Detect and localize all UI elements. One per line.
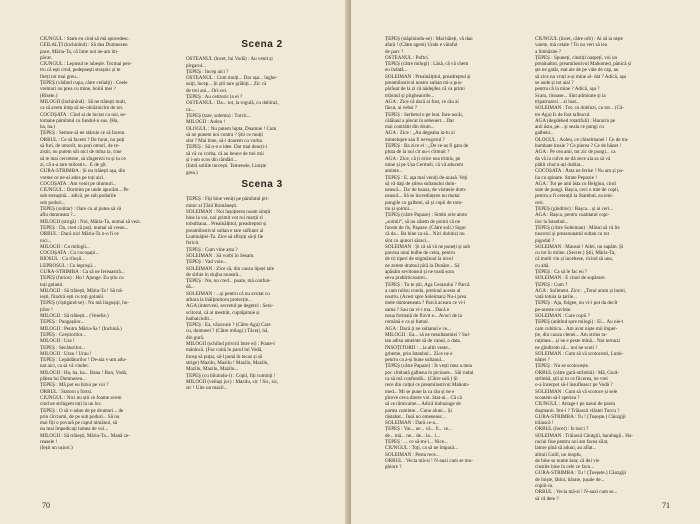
right-column-2 (535, 36, 687, 502)
text-line: strîmbă, știi și tu ce fiicerea, ne vrei (535, 376, 608, 383)
text-line: sute de pungi. Bașca, ceci o mie de copii, (535, 187, 620, 194)
text-line: SOLEIMAN : Preaînălțitul, preadreptul și (385, 73, 471, 80)
text-line: OSTEANUL : Poftci. (385, 54, 430, 61)
text-line: MILOGII (veilași joc) : Mazilu, sic ! Sic, sic, (186, 378, 279, 385)
text-line: MILOGII : Ha, ha, ha... Bana ! Bun, Vodă, (40, 369, 128, 376)
text-line: SOLEIMAN : Zice că, din cauza lipsei tale (186, 265, 274, 272)
text-line: facem de rîs, Papaze. (Cătrе soli.) Sigur (385, 224, 467, 231)
text-line: ȚEPEȘ (către Soleiman) : Mâsui să vă lie (535, 224, 620, 231)
text-line: a cam tulisu condu, pretinul acesta al (385, 287, 461, 294)
text-line: med... Mi se pune la ca rău și ne e (385, 388, 455, 395)
text-line: mitor al Țării Românești. (186, 202, 238, 209)
text-line: anii ăsta, pe... și seala ce pungi cu (535, 124, 604, 131)
text-line: ca să avem timp să ne-obrăznicim de tot. (40, 105, 124, 112)
text-line: ORBUL : Vecia mă-si ! N-auzi cum se... (535, 489, 618, 496)
text-line: ruțimea... și ne e peste mînă... Noi ternuzi (535, 338, 621, 345)
text-line: pe-aceste cuvinte. (535, 306, 572, 313)
scene-3-heading: Scena 3 (241, 178, 283, 190)
text-line: ȚEPEȘ (solitar) : Oare cu ai putea să vă (40, 206, 122, 213)
text-line: partea cuminte... Cuno aluni... Și (385, 407, 453, 414)
scene-3-text (186, 196, 338, 391)
text-line: ȚEPEȘ : Cerșitorilor... (40, 331, 86, 338)
text-line: SOLEIMAN : Dară ce-a... (385, 420, 439, 427)
text-line: și i-am scos din răndări... (186, 157, 238, 164)
text-line: nească... Da' de baaza, de vistierie dom- (385, 187, 467, 194)
text-line: sub streașină... adică, pe sub podurile (40, 193, 116, 200)
text-line: părăsat de la zi că nădejdea că va primi (385, 86, 465, 93)
text-line: trăiască ! (535, 420, 554, 427)
scene-2-text (186, 56, 338, 176)
text-line: MILOGII : Aoleu ! (186, 119, 226, 126)
text-line: dă... (186, 284, 195, 291)
text-line: ÎNSOȚITORII : ...la altii veste... (385, 344, 452, 351)
text-line: că da... Ba bine ca să... Nici dobinzi nu (385, 231, 465, 238)
text-line: ȚEPEȘ : Pungașilor... (40, 319, 85, 326)
text-line: aflu dumneata ?... (40, 212, 77, 219)
text-line: ȚEPEȘ (cîștigând-se) : Nu mă lingușiți, ho- (40, 300, 129, 307)
text-line: ște ne gatăt, stat aie de pe vale de cap, au (535, 67, 619, 74)
text-line: tan adisu ameinte să de vanul, o data. (385, 338, 461, 345)
text-line: scoatem să-l speriea ? (535, 394, 580, 401)
text-line: (Ieșit un ușiori.) (40, 445, 73, 452)
text-line: pentru că la mine ? Adică, așa ? (535, 86, 600, 93)
text-line: AGA : Soliment. Zice : „Totul arum și bumi, (535, 287, 627, 294)
text-line: să furi, de omorît, nu poți omorî, de re- (40, 143, 120, 150)
text-line: nostru. (Acest spre Soleiman) Nu-i prea (385, 294, 467, 301)
text-line: MILOGII (schiînd privirii între ei) : Poate-l (186, 341, 275, 348)
text-line: ȚEPEȘ : Cum vine asta ? (186, 246, 238, 253)
text-line: SOLEIMAN : Trăiască Căutgiii, harabagii.. Ha- (535, 432, 633, 439)
text-line: MILOGII (închinînd) : Să ne trăiești mult, (40, 98, 127, 105)
page-number-right: 71 (662, 501, 670, 510)
text-line: alituii Guill, un inoplu, (535, 451, 582, 458)
text-line: să vă cu vorba, că au beuce de trei mii (186, 150, 264, 157)
left-column-2 (186, 36, 338, 391)
text-line: mănîncă. (Fac cuită în parul lui Vodă, (186, 347, 263, 354)
text-line: Mazilu, Mazilu, Mazilu... (186, 366, 239, 373)
text-line: bine la voi, noi primit vot roi marții ri (186, 215, 263, 222)
text-line: MILOGII : Cu milogii... (40, 243, 90, 250)
text-line: SOLEIMAN : Cum să vă scotoce și sele (535, 388, 618, 395)
text-line: SOLEIMAN : Cum să vă scotocesti, Lumi- (535, 350, 624, 357)
text-line: iești, fiindcă ești cu toți golanii. (40, 294, 105, 301)
text-line: AGA : Zice : „Au degeaba ia-tu zi (385, 130, 455, 137)
text-line: ȚEPEȘ : Ea, văzuvaie ? (Către Aga) Care (186, 322, 271, 329)
text-line: COCOȘATA : Cînd ai de lucrat cu noi, se- (40, 111, 127, 118)
text-line: cind ne strîngem toți la un loc. (40, 401, 103, 408)
text-line: a limbăzite ? (535, 48, 562, 55)
text-line: AGA (degdehed rotatifuli) : Haracin pe (535, 117, 616, 124)
text-line: ȚEPEȘ (tare, solemn) : Turcii... (186, 112, 251, 119)
text-line: SOLEIMAN : Pesta rece... (385, 451, 440, 458)
text-line: tru că ești crud, pedepsești strașnic și te (40, 67, 121, 74)
text-line: prin cîrciumi, de pe sub poduri... Să nu (40, 413, 120, 420)
text-line: MILOGII : Ea... să ne nesultanmiei ? Sul- (385, 331, 471, 338)
text-line: „soimii”, să nu zăiem de poimi că ne (385, 218, 460, 225)
text-line: haihaiciulit... (186, 315, 213, 322)
text-line: păcat. (40, 54, 53, 61)
text-line: (Rîsete.) (40, 92, 58, 99)
text-line: ne zerete dramul pîră la Dunăre... Să (385, 262, 460, 269)
text-line: pace, Măria-Ta, că între noi ne-am îm- (40, 48, 119, 55)
text-line: scitorul, că ai mestrăt, cuprăpimie și (186, 309, 260, 316)
text-line: ORBUL (către gură-strîmbă) : Mă, Gură- (535, 369, 620, 376)
text-line: de trei ani... Ori-cei. (186, 87, 228, 94)
text-line: zi, că a-a tare milostiv... E de gît. (40, 161, 107, 168)
text-line: Luminăției-Ta. Zice să sfîrșiți să-ți fie (186, 234, 264, 241)
text-line: sub poduri... (40, 199, 66, 206)
text-line: raciul fiue pentru noi am facea sîlat, (535, 439, 609, 445)
text-line: să vă dete ? (535, 495, 559, 502)
text-line: pungile cu galbeni, să și copii de rom- (385, 199, 463, 206)
text-line: că multi vin și inceltese, ricind să una, (535, 256, 613, 263)
text-line: pîrove ceva dintre voi. Stat-ai... Că că (385, 394, 462, 401)
text-line: mintelupre sau fi nevegorul ? (385, 136, 445, 143)
text-line: COCOȘATA : Cu cocoșații... (40, 250, 100, 257)
text-line: bumbate irusie ? Ce pierea ? Ce de bănet ! (535, 143, 622, 150)
text-line: ȚEPEȘ : Să n-o e idee. Dar mai deacți-i (186, 144, 268, 151)
text-line: preamilostivul nostru sultan mi-a pus- (385, 80, 463, 87)
text-line: preaînaltul, preamilostivul Mahomed, pănică și (535, 61, 632, 68)
text-line: făcut, ai vebst ? (385, 105, 417, 112)
text-line: SOLEIMAN : Și că să vă ne puneți și sub (385, 243, 471, 250)
text-line: tre Aga) Îs de fost talbucul. (535, 111, 591, 118)
text-line: plătit cînd n-ați dublat... (535, 161, 584, 168)
text-line: ȚEPEȘ (stăpînindu-se) : Mai băieți, vă dau (385, 36, 473, 42)
text-line: GURA-STRIMBA : Și nu trăiești așa, din (40, 168, 126, 175)
text-line: afară ! (Către agem) Unde e vătaful (385, 42, 458, 49)
text-line: pentru a fi cereuții la Stambul, ea ieni- (535, 193, 614, 200)
text-line: ȚEPEȘ : Ba zice el : „De ce-as fi gata de (385, 143, 469, 150)
text-line: ne gîndirom că... noi ne scoti ! (535, 344, 598, 351)
text-line: ȚEPEȘ (către Papaze) : Îs vești mea a mea (385, 363, 472, 370)
text-line: ghiore ? (385, 464, 402, 471)
text-line: ȚEPEȘ : Lepădăturilor ! De-aia v-am adu- (40, 357, 127, 364)
text-line: sic ! Uite un mazil... (186, 385, 228, 392)
text-line: COCOȘATA : Am venit pe drumuri... (40, 180, 117, 187)
right-column-1 (385, 36, 537, 470)
text-line: sama ? Sau nu vi-i ma... Dacă e (385, 306, 450, 313)
text-line: strige) Mazilu, Mazilu ! Mazilu, Mazilu, (186, 359, 269, 366)
text-line: ție, din cauza clenei... Am strins ra- (535, 331, 608, 338)
text-line: pîrgarul... (186, 62, 206, 69)
text-line: ȚEPEȘ : Ca să le fac eu ? (535, 268, 588, 275)
left-page (0, 0, 349, 524)
text-line: galbeni... (535, 130, 554, 137)
text-line: MILOGII : Pentru Măria-Sa ! (Închină.) (40, 325, 122, 332)
text-line: rece din colțul ce preamilostivul Mahom- (385, 382, 470, 389)
text-line: CIUNGUL : Dormim pe unde apucăm... Pe (40, 187, 129, 194)
text-line: ȚEPEȘ : Fiți bine veniți pe pămîntul pri- (186, 196, 270, 203)
text-line: ȚEPEȘ : Cum ? (535, 281, 568, 288)
text-line: GURA-STRIMBA : Tu ! (Țueșete.) Căuzgiji (535, 470, 627, 477)
text-line: cu altă. (535, 262, 550, 269)
text-line: grea.) (186, 169, 198, 176)
page-number-left: 70 (42, 501, 50, 510)
text-line: GURA-STRIMBA : Ca să ne fereaastră... (40, 268, 125, 275)
text-line: zistit, nu putem sili nici de mîna ta, cine (40, 149, 122, 156)
text-line: MILOGII : Să trăiești, Măria-Ta... Mană ce- (40, 432, 130, 439)
text-line: GURA-STRIMBA : Tu ! (Tușește.) Căuzgiji (535, 413, 626, 420)
text-line: poc cîmbată galbena în picioare... Săi rudul (385, 369, 474, 376)
text-line: MILOGII (strigă) : Noi, Măria-Ta, numai să vezi. (40, 218, 141, 225)
text-line: dușmanii. Îmi-i ? Trăiască vlăstei Turcu ? (535, 407, 620, 414)
text-line: ȚEPEȘ : Aja, folgee, nu vi-i pot da decît (535, 300, 618, 307)
text-line: fericit. (186, 240, 200, 247)
text-line: nească... Să se încredințeze nu mutai (385, 193, 460, 200)
text-line: încep să puțar, să-l pună în tecaz și să (186, 353, 263, 360)
text-line: să vă daţi de știrea sultanului dom- (385, 180, 457, 187)
text-line: AGA : Bașca, pentru cuatitatul copi- (535, 212, 610, 219)
text-line: latnre pînă să aduni, au aflat... (535, 445, 597, 452)
text-line: ȚEPEȘ : Secăturilor... (40, 344, 85, 351)
text-line: toți golanii. (40, 281, 64, 288)
text-line: ȚEPEȘ (arătînd spre milogi) : Ei... Au nie-t (535, 319, 624, 326)
text-line: ȚEPEȘ (furios) : Ho ! Ajunge. Eu știu cu (40, 275, 124, 282)
text-line: grbeme, prin Istanbul... Zice ne e (385, 350, 453, 357)
text-line: ȚEPEȘ : O să v-adun de pe drumuri... de (40, 407, 124, 414)
text-line: să ne punem noi contra ? Știi ce mulți (186, 131, 263, 138)
text-line: de... mă... ne... de... la... i... (385, 432, 441, 439)
text-line: călăiaul a plecat în sebeuert... Dar (385, 117, 455, 124)
text-line: fierți tot mai greu... (40, 73, 80, 80)
text-line: ȚEPEȘ : Vad voie... (186, 259, 227, 266)
text-line: SOLEIMAN : E cinul de supărare. (535, 275, 606, 282)
text-line: CIUNGUL : Lepusul te iubește. Tocmai pen- (40, 61, 132, 68)
text-line: OSTEANUL (încet, lui Vodă) : Au venit și (186, 56, 273, 63)
text-line: eu îndată... (385, 67, 408, 74)
text-line: nici... (40, 237, 52, 244)
text-line: tomane pămîntul cu fundul-n sus. (Ha, (40, 117, 119, 124)
text-line: cu, dumneei ? (Către milogi.) Tăceți, hă, (186, 328, 269, 335)
text-line: aminte... (385, 168, 403, 175)
text-line: da vă ia culvn ne dă zece aia sa să vă (535, 155, 611, 162)
right-page (351, 0, 700, 524)
text-line: ceri. (535, 199, 544, 206)
text-line: de bine se nume ăsta; că dei vie (535, 457, 600, 464)
text-line: ȚEPEȘ : Nu, nu cred... poate, mă confun- (186, 278, 271, 285)
text-line: AGA : Tot pe anii ăsta cu Belgiun, cinci (535, 180, 617, 187)
text-line: română e ca și fumul. (385, 319, 429, 326)
text-line: reasele ! (40, 439, 58, 445)
text-line: se aude și tot aiai ? (535, 80, 574, 87)
text-line: de sîrbie în slujba noastră... (186, 271, 242, 278)
text-line: OSTEANUL : Da... tot, la rogulă, cu dobînzi, (186, 100, 279, 107)
text-line: SOLEIMAN : Noi înșoțierea noam simții (186, 208, 271, 215)
text-line: AGA : Pe cea anii, tot zic de pungi... ca (535, 149, 616, 156)
text-line: RIOSUL : Cu rîioșii... (40, 256, 86, 263)
text-line: SOLEIMAN : Să vorbi în Sesam. (186, 252, 255, 259)
text-line: ORBUL (încet) : Îs turci ? (535, 426, 589, 433)
text-line: să ce rămicame... Adică tinbuzuge de (385, 401, 461, 408)
text-line: să zice nu vroți a-și mine al- dat ? Adică, așa (535, 73, 626, 80)
text-line: ȚEPEȘ : ... ce să-mi-i... Nice... (385, 439, 448, 445)
text-line: OSTEANUL : Cum mulți... Dar așa... înghe- (186, 75, 278, 82)
text-line: ha, ha.) (40, 124, 56, 131)
text-line: ORBUL : Dacă nici Măria-Ta n-o fi ce (40, 231, 119, 238)
text-line: ȚEPEȘ (către milogi) : Lăsă, că vă chem (385, 61, 469, 68)
text-line: CEILALȚI (inchinînd) : Să dea Dumnezeu (40, 42, 128, 49)
scene-2-heading: Scena 2 (241, 39, 283, 50)
text-line: SOLEIMAN : ...și pentru că nu avutat cu (186, 290, 270, 297)
text-line: CIUNGUL : Stam eu cind să mă spovedesc. (40, 36, 130, 42)
text-line: mai contrătit din drum... (385, 124, 435, 131)
text-line: AGA : Zice că dacă ai fost, ce rău ai (385, 98, 459, 105)
text-line: ȚEPEȘ : Da, cred că poți, numai să vreau... (40, 224, 129, 231)
text-line: tributul și pîrgheaurile... (385, 92, 435, 99)
text-line: seva prahîrticsoarei... (385, 275, 429, 282)
text-line: ȚEPEȘ : Serbetul e pe leat. Înre-ascăi, (385, 111, 464, 118)
text-line: OLOGUL : Aoleu, ce chiselmanei ! Ce de tra- (535, 136, 629, 143)
text-line: ca... (186, 106, 195, 113)
text-line: atîtara la înălțimitoru protecție... (186, 296, 252, 303)
text-line: OLOGUL : Nu putem lupta, Doamne ! Cum (186, 125, 277, 132)
text-line: CIUNGUL : Nici nu știi ce foame avem (40, 394, 122, 401)
text-line: ȚEPEȘ : Încep aici ? (186, 68, 229, 75)
text-line: sînt ? Mai bine, să-i doarem cu vorba. (186, 138, 264, 145)
text-line: țiilor ! (40, 306, 53, 313)
text-line: din gură. (186, 334, 205, 341)
text-line: tiu și șoimii... (385, 206, 413, 213)
text-line: cam cubiticu... Am avut niște mii împer- (535, 325, 618, 332)
text-line: ȚEPEȘ : Au cetitoric la ei ? (186, 94, 243, 101)
text-line: vreme ce ne-ai adus pe toți aici. (40, 174, 105, 181)
text-line: copiii-la. (535, 483, 554, 490)
text-line: AGA : Zice, că ți orice nea trimis, pe (385, 155, 461, 162)
text-line: SOLEIMAN : Mausui ! Allel, nu sapăm. Și (535, 243, 624, 250)
text-line: ORBUL : Statorn ș fortsi. (40, 388, 93, 395)
text-line: MILOGII : Să trăiești, Măria-Ta ! Să tră- (40, 287, 124, 294)
text-line: SOLEIMAN : Tot, cu dobînzi, cu tot... (Că- (535, 105, 624, 112)
text-line: ORBUL : Ce să facem ? De furat, nu poți (40, 136, 125, 143)
text-line: ȚEPEȘ : Semne să ne stăruie ce să facem. (40, 130, 126, 137)
text-line: mine și pe Ușa Cermeli, că vă aducem (385, 161, 464, 168)
text-line: de îniște, lătini, bărate, țușale de... (535, 476, 605, 483)
text-line: să te mai cerceteze, să sîngerezi tu și tu ce (40, 155, 126, 162)
text-line: de tri tiperi de stigmătoul la nivel (385, 256, 453, 263)
text-line: preamilostivul sultan e tare sufluntr al (186, 227, 264, 234)
text-line: suiți, încep... Și știi tare grăbiți... Zic că (186, 81, 267, 88)
text-line: tripatruzeci... ai luat... (535, 98, 580, 105)
text-line: MILOGII : Ura ! (40, 338, 75, 345)
text-line: ȚEPEȘ : E. aşa mai veniţi de-acasă. Veţi (385, 174, 468, 181)
text-line: ilor la Istanbul... (535, 218, 569, 225)
text-line: ca să mă confundă... (Către soli.) Și (385, 376, 458, 383)
text-line: vremuri nu prea cu mine, boiiii mei ? (40, 86, 116, 93)
text-line: MILOGII : Urau ! Urau ! (40, 350, 92, 357)
text-line: ȚEPEȘ (către Papaze) : Simbi orie atoto (385, 212, 468, 219)
text-line: mele dumneneata ? Parcă aceara ce vi-i (385, 300, 466, 307)
text-line: ȚEPEȘ : Mă pot eu bizui pe voi ? (40, 382, 109, 389)
text-line: ȚEPEȘ : Spuneți, cinstiți oaspeți, voi un (535, 54, 618, 61)
text-line: CIUNGUL (încet, către orb) : Ai să ia niște (535, 36, 623, 42)
text-line: pentru ca a-și bune sultanul... (385, 357, 445, 364)
text-line: lia cu spinare. Strate Pepuzie ! (535, 174, 597, 181)
text-line: MILOGII : Să trăiești... (Veselie.) (40, 313, 109, 320)
text-line: tuscerzi și preasnunatul sultan cu tot (535, 231, 609, 238)
text-line: ȚEPEȘ (vădind cupa, către ceilalți) : Ceele (40, 80, 128, 87)
text-line: ȚEPEȘ : Tu te știi, Aga Cerasului ? Parcă (385, 281, 470, 288)
text-line: apăsăm sevitonsul și ne toată sora (385, 268, 454, 275)
text-line: CIUNGUL : Atrage-i pe nasul de parea (535, 401, 615, 408)
text-line: vaiete, mă cetate ! Tu nu veri să iea (535, 42, 607, 49)
text-line: cinstite bine în cele ce facu... (535, 464, 595, 471)
text-line: de parc ? (385, 48, 404, 55)
text-line: AGA (interveni, secretul pe degete) : Sera- (186, 303, 274, 310)
text-line: ȚEPEȘ (cu bîiuindu-i) : Copii, fiți cuminți ! (186, 372, 276, 379)
text-line: COCOȘATA : Ăsta ne ferise ! Nu am și po- (535, 168, 624, 175)
text-line: ORBUL : Vecia mă-si ! N-auzi cum se mo- (385, 457, 473, 464)
text-line: o-a încerpot să-l însufleascr pe Vodă ? (535, 382, 613, 389)
text-line: ȚEPEȘ : Vai... ne... vă... fi... ce... (385, 426, 453, 433)
text-line: LEPROSUL : Cu leproșii... (40, 262, 96, 269)
text-line: (Intră soliile turcești. Temenele, Liniște (186, 163, 267, 170)
text-line: pigodul ? (535, 237, 555, 244)
text-line: CIUNGUL : Toți, ca să ne împacă... (385, 445, 459, 452)
text-line: AGA : Dacă ți ne sultanul e ce... (385, 325, 451, 332)
left-column-1 (40, 36, 192, 452)
text-line: Scara, rinoase... Sînt admirate și la (535, 92, 606, 99)
text-line: tobulbaua... Preaînălțitul, preadreptul și (186, 221, 267, 228)
text-line: nat aici, ca să vă vindec. (40, 363, 90, 370)
text-line: SOLEIMAN : Care copii ? (535, 313, 590, 320)
text-line: nu mai împedicați lumea de voi... (40, 426, 109, 433)
text-line: răstabat... Însă no omeneasc... (385, 413, 446, 420)
text-line: vată totuia ia țarile... (535, 294, 577, 301)
text-line: ȚEPEȘ (gînditor) : Bașca... și ai ceri... (535, 206, 614, 213)
text-line: ȚEPEȘ : Nu se scotocește. (535, 363, 590, 370)
text-line: plătea lui Dumnezeu... (40, 376, 86, 383)
text-line: năției ? (535, 357, 550, 364)
text-line: noua formată de fluvit e... Avoci de la (385, 313, 462, 320)
text-line: cu tot în miine. (Secret.) Știi, Măria-Ta, (535, 250, 616, 257)
text-line: mai fiți o povară pe capul nimănui, să (40, 420, 117, 427)
text-line: pluta de la noi cît nu-i cîrmuit ? (385, 149, 450, 156)
text-line: paveza unui bulbe de cetra, pentru (385, 250, 455, 257)
text-line: sînt cu ajutori săraci... (385, 237, 430, 244)
